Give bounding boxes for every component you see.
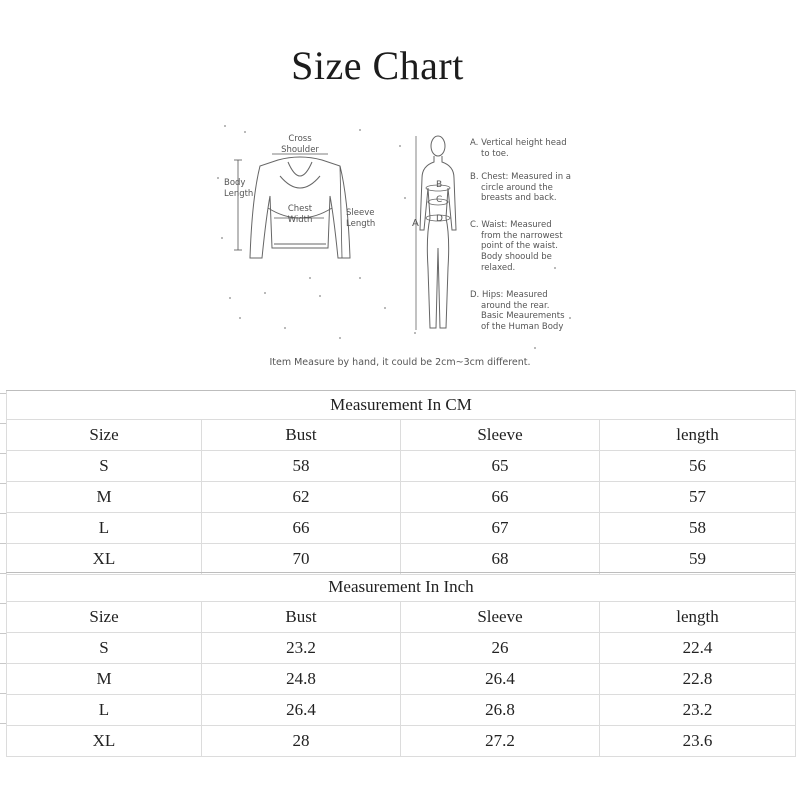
table-header-row — [7, 602, 796, 633]
table-row — [7, 633, 796, 664]
page-title: Size Chart — [291, 43, 464, 88]
body-letter-b: B — [436, 180, 443, 190]
cell-sleeve: 27.2 — [401, 726, 600, 757]
cell-bust: 24.8 — [202, 664, 401, 695]
legend-c-line3: point of the waist. — [481, 241, 558, 252]
measurement-diagram — [210, 118, 590, 380]
cell-bust: 23.2 — [202, 633, 401, 664]
cell-sleeve: 26.8 — [401, 695, 600, 726]
cell-size: L — [7, 513, 202, 544]
cell-bust: 28 — [202, 726, 401, 757]
legend-c-line4: Body shoould be — [481, 251, 552, 262]
body-measure-lines — [416, 136, 450, 330]
inch-table-caption: Measurement In Inch — [7, 573, 796, 602]
chest-width-label-line2: Width — [287, 214, 313, 225]
legend-d-line4: of the Human Body — [481, 321, 564, 332]
cross-shoulder-label-line2: Shoulder — [281, 144, 319, 155]
cell-sleeve: 67 — [401, 513, 600, 544]
cell-bust: 26.4 — [202, 695, 401, 726]
body-length-label — [224, 178, 253, 199]
table-row — [7, 695, 796, 726]
cell-sleeve: 26 — [401, 633, 600, 664]
legend-d-line3: Basic Meaurements — [481, 311, 565, 322]
col-header-length: length — [600, 602, 796, 633]
cell-size: M — [7, 664, 202, 695]
cell-bust: 66 — [202, 513, 401, 544]
body-letter-d: D — [436, 214, 443, 224]
col-header-sleeve: Sleeve — [401, 420, 600, 451]
cell-length: 22.8 — [600, 664, 796, 695]
table-row — [7, 664, 796, 695]
legend-item-c — [470, 220, 563, 273]
legend-item-d — [470, 290, 565, 333]
col-header-size: Size — [7, 420, 202, 451]
legend-a-line1: A. Vertical height head — [470, 138, 567, 148]
table-row — [7, 482, 796, 513]
legend-b-line3: breasts and back. — [481, 193, 557, 204]
table-row — [7, 513, 796, 544]
chest-width-label-line1: Chest — [287, 204, 313, 214]
body-length-label-line1: Body — [224, 178, 246, 188]
legend-b-line1: B. Chest: Measured in a — [470, 172, 571, 182]
cell-bust: 70 — [202, 544, 401, 575]
legend-item-a — [470, 138, 567, 159]
cell-size: S — [7, 451, 202, 482]
cm-table-caption: Measurement In CM — [7, 391, 796, 420]
legend-c-line1: C. Waist: Measured — [470, 220, 552, 230]
legend-item-b — [470, 172, 571, 204]
cell-size: L — [7, 695, 202, 726]
cell-length: 59 — [600, 544, 796, 575]
legend-c-line2: from the narrowest — [481, 230, 563, 241]
cell-sleeve: 26.4 — [401, 664, 600, 695]
cell-bust: 58 — [202, 451, 401, 482]
cell-sleeve: 65 — [401, 451, 600, 482]
cell-size: XL — [7, 726, 202, 757]
col-header-sleeve: Sleeve — [401, 602, 600, 633]
legend-d-line1: D. Hips: Measured — [470, 290, 548, 300]
cell-size: XL — [7, 544, 202, 575]
cell-length: 58 — [600, 513, 796, 544]
inch-size-table — [6, 572, 796, 757]
table-header-row — [7, 420, 796, 451]
col-header-length: length — [600, 420, 796, 451]
cell-length: 22.4 — [600, 633, 796, 664]
body-length-label-line2: Length — [224, 188, 254, 199]
cell-bust: 62 — [202, 482, 401, 513]
cell-size: M — [7, 482, 202, 513]
body-letter-c: C — [436, 195, 443, 205]
table-caption-row — [7, 573, 796, 602]
table-caption-row — [7, 391, 796, 420]
legend-a-line2: to toe. — [481, 148, 509, 159]
legend-d-line2: around the rear. — [481, 300, 550, 311]
sleeve-length-label-line1: Sleeve — [346, 208, 375, 218]
cell-length: 23.2 — [600, 695, 796, 726]
cell-size: S — [7, 633, 202, 664]
cell-length: 57 — [600, 482, 796, 513]
col-header-bust: Bust — [202, 602, 401, 633]
cell-length: 23.6 — [600, 726, 796, 757]
legend-b-line2: circle around the — [481, 182, 553, 193]
cell-sleeve: 66 — [401, 482, 600, 513]
table-row — [7, 726, 796, 757]
legend-c-line5: relaxed. — [481, 262, 516, 273]
sleeve-length-label — [346, 208, 375, 229]
cross-shoulder-label — [280, 134, 320, 155]
measure-note: Item Measure by hand, it could be 2cm~3cm different. — [269, 357, 531, 368]
chest-width-label — [285, 204, 315, 225]
table-row — [7, 544, 796, 575]
cell-sleeve: 68 — [401, 544, 600, 575]
cross-shoulder-label-line1: Cross — [288, 134, 312, 144]
table-row — [7, 451, 796, 482]
col-header-bust: Bust — [202, 420, 401, 451]
sleeve-length-label-line2: Length — [346, 218, 376, 229]
col-header-size: Size — [7, 602, 202, 633]
cm-size-table — [6, 390, 796, 575]
body-figure — [420, 136, 456, 328]
body-letter-a: A — [412, 218, 419, 229]
cell-length: 56 — [600, 451, 796, 482]
